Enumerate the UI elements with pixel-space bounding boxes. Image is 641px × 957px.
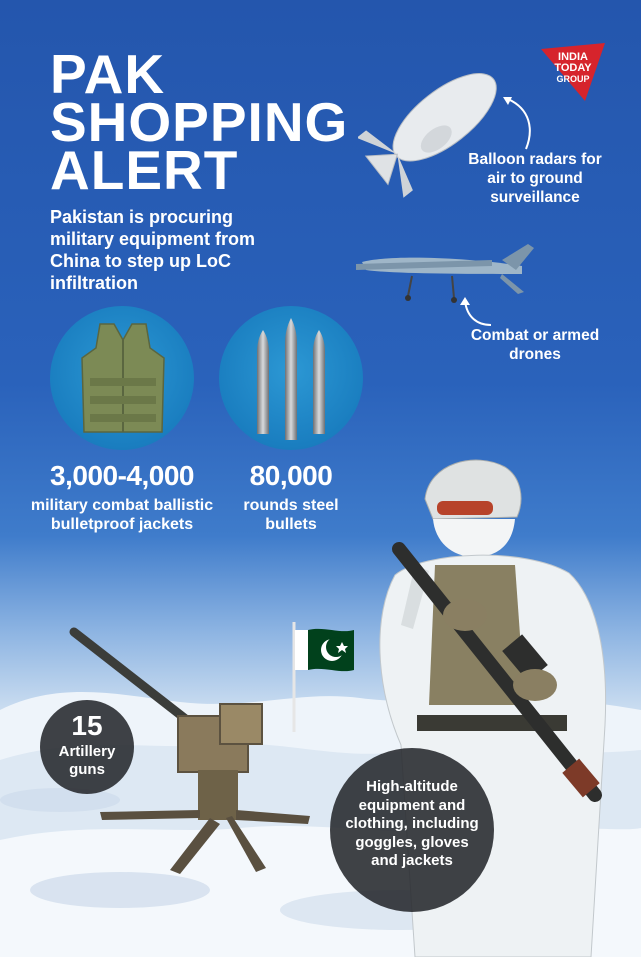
drone-icon — [352, 240, 542, 310]
clothing-caption: High-altitude equipment and clothing, including goggles, gloves and jackets — [345, 778, 479, 869]
jackets-caption: military combat ballistic bulletproof jackets — [30, 497, 214, 533]
bullets-caption: rounds steel bullets — [243, 497, 339, 533]
artillery-badge — [40, 700, 134, 794]
logo-line-3: GROUP — [556, 74, 590, 84]
india-today-logo — [537, 43, 609, 103]
artillery-number: 15 — [71, 710, 103, 741]
balloon-arrow-icon — [500, 95, 540, 155]
logo-line-1: INDIA — [558, 51, 588, 63]
balloon-caption: Balloon radars for air to ground surveillance — [468, 151, 602, 206]
bullets-number: 80,000 — [249, 460, 333, 491]
artillery-caption: Artillery guns — [58, 743, 116, 778]
subtitle: Pakistan is procuring military equipment from China to step up LoC infiltration — [50, 207, 256, 293]
title-line-1: PAK — [50, 43, 166, 105]
title-line-2: SHOPPING — [50, 91, 349, 153]
drone-caption: Combat or armed drones — [470, 327, 600, 363]
page-title — [50, 43, 349, 201]
title-line-3: ALERT — [50, 139, 239, 201]
bullets-icon — [249, 316, 333, 442]
jackets-number: 3,000-4,000 — [50, 460, 194, 491]
bulletproof-jacket-icon — [78, 318, 168, 436]
jackets-circle — [50, 306, 194, 450]
clothing-badge — [330, 748, 494, 912]
logo-line-2: TODAY — [554, 62, 592, 74]
bullets-circle — [219, 306, 363, 450]
